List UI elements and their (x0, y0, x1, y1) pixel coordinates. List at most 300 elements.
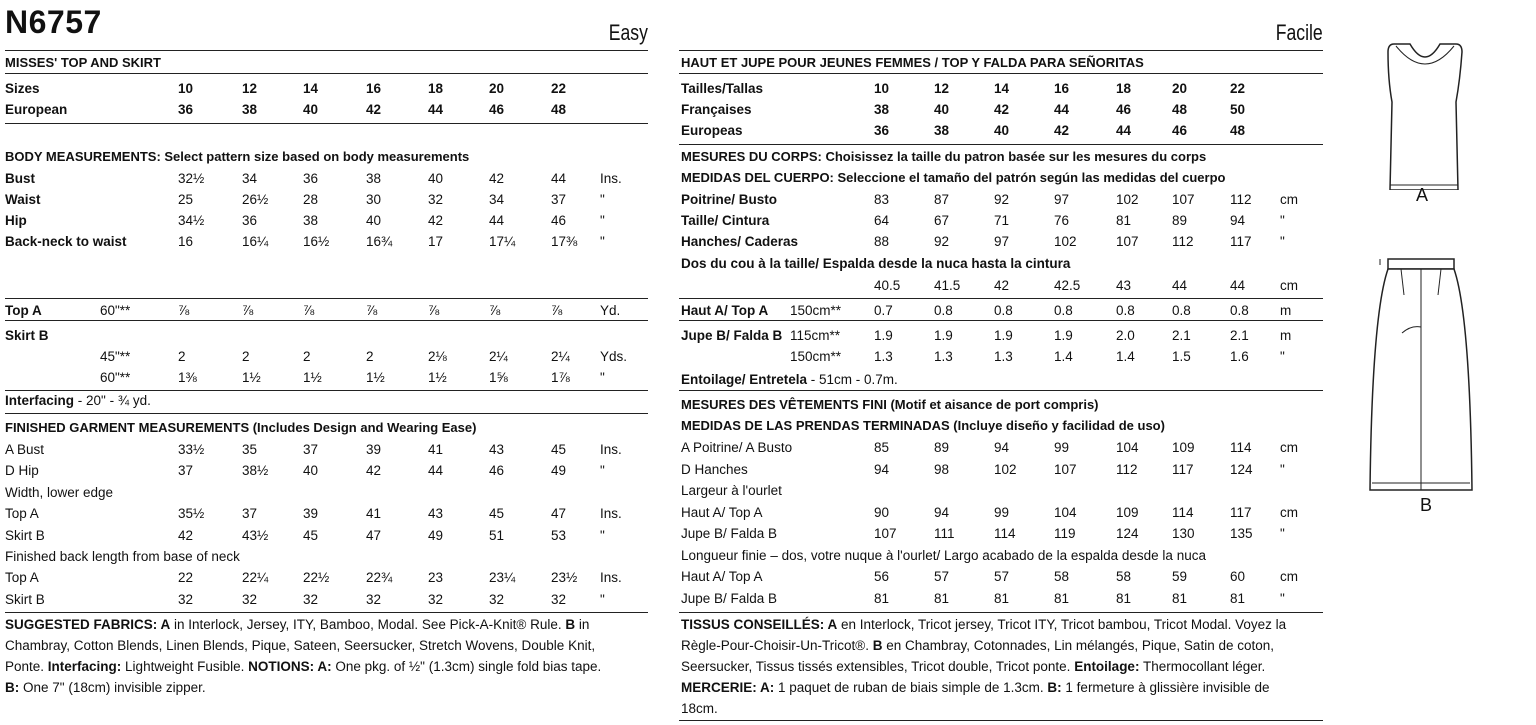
value-cell: 130 (1172, 526, 1195, 541)
value-cell: 0.7 (874, 303, 893, 318)
value-cell: 83 (874, 192, 890, 207)
fabric-width: 150cm** (790, 303, 842, 318)
value-cell: 26½ (242, 192, 269, 207)
finished-row (0, 523, 1536, 544)
value-cell: 43 (1116, 278, 1132, 293)
row-label: Top A (5, 570, 39, 586)
unit-cell: cm (1280, 192, 1298, 207)
value-cell: 47 (366, 527, 382, 543)
size-cell: 22 (1230, 81, 1246, 96)
row-label: Jupe B/ Falda B (681, 328, 783, 343)
value-cell: 37 (178, 463, 194, 479)
value-cell: 32 (428, 192, 444, 207)
value-cell: 40 (428, 171, 444, 186)
size-cell: 14 (994, 81, 1010, 96)
value-cell: 37 (303, 442, 319, 457)
value-cell: 90 (874, 504, 890, 520)
value-cell: 0.8 (1054, 303, 1073, 318)
row-label: Taille/ Cintura (681, 213, 770, 228)
dos-label-row (0, 253, 1536, 274)
value-cell: 40 (366, 213, 382, 228)
value-cell: 49 (428, 527, 444, 543)
value-cell: 39 (366, 442, 382, 457)
value-cell: 40.5 (874, 278, 901, 293)
value-cell: 88 (874, 234, 890, 249)
finished-row (0, 588, 1536, 609)
row-label: Hip (5, 213, 27, 228)
value-cell: 112 (1116, 461, 1138, 477)
value-cell: 124 (1116, 526, 1139, 541)
value-cell: 37 (242, 506, 258, 522)
value-cell: 32½ (178, 171, 205, 186)
row-label: Longueur finie – dos, votre nuque à l'ourlet/ Largo acabado de la espalda desde la nuca (681, 547, 1206, 563)
value-cell: 107 (1116, 234, 1139, 249)
unit-cell: " (600, 370, 605, 385)
row-label: Finished back length from base of neck (5, 549, 240, 564)
value-cell: 2.0 (1116, 328, 1135, 343)
value-cell: 17¼ (489, 234, 516, 249)
unit-cell: " (600, 213, 605, 228)
value-cell: 2¼ (489, 349, 508, 364)
value-cell: 28 (303, 192, 319, 207)
value-cell: 22¾ (366, 570, 393, 586)
row-label: Dos du cou à la taille/ Espalda desde la nuca hasta la cintura (681, 256, 1071, 271)
value-cell: 89 (1172, 213, 1188, 228)
size-cell: 40 (994, 123, 1010, 138)
value-cell: 87 (934, 192, 950, 207)
row-label: D Hip (5, 463, 39, 479)
value-cell: 34 (242, 171, 258, 186)
fabric-width: 45"** (100, 349, 131, 364)
value-cell: 1½ (428, 370, 447, 385)
value-cell: 1⅝ (489, 370, 508, 385)
finished-heading: FINISHED GARMENT MEASUREMENTS (Includes Design and Wearing Ease) (5, 420, 477, 435)
value-cell: 44 (551, 171, 567, 186)
value-cell: 44 (1230, 278, 1246, 293)
value-cell: 53 (551, 527, 567, 543)
value-cell: 40 (303, 463, 319, 479)
value-cell: 36 (242, 213, 258, 228)
value-cell: 23 (428, 570, 444, 586)
finished-heading-es: MEDIDAS DE LAS PRENDAS TERMINADAS (Incluye diseño y facilidad de uso) (681, 418, 1165, 433)
unit-cell: " (1280, 461, 1285, 477)
value-cell: 57 (934, 569, 950, 584)
value-cell: 112 (1172, 234, 1194, 249)
size-cell: 46 (1116, 102, 1132, 117)
value-cell: 1.9 (994, 328, 1013, 343)
value-cell: 60 (1230, 569, 1246, 584)
finished-row (0, 459, 1536, 480)
fabric-width: 60"** (100, 303, 131, 318)
value-cell: 0.8 (934, 303, 953, 318)
value-cell: 67 (934, 213, 950, 228)
value-cell: 76 (1054, 213, 1070, 228)
value-cell: 1.3 (934, 349, 953, 364)
unit-cell: " (600, 192, 605, 207)
value-cell: 1.9 (934, 328, 953, 343)
row-label: A Poitrine/ A Busto (681, 440, 793, 455)
value-cell: 1.5 (1172, 349, 1191, 364)
value-cell: 98 (934, 461, 950, 477)
value-cell: 46 (551, 213, 567, 228)
value-cell: 1.6 (1230, 349, 1249, 364)
size-cell: 12 (934, 81, 950, 96)
value-cell: 39 (303, 506, 319, 522)
size-cell: 38 (934, 123, 950, 138)
size-cell: 10 (874, 81, 890, 96)
value-cell: 42 (366, 463, 382, 479)
value-cell: 1⅜ (178, 370, 197, 385)
jupe-b-yardage-row (0, 325, 1536, 346)
unit-cell: Ins. (600, 570, 622, 586)
value-cell: 2.1 (1230, 328, 1249, 343)
value-cell: 34½ (178, 213, 205, 228)
fabric-width: 115cm** (790, 328, 841, 343)
value-cell: 117 (1230, 234, 1252, 249)
row-label: Haut A/ Top A (681, 504, 763, 520)
skirt-b-illustration (1366, 255, 1476, 495)
value-cell: 81 (1116, 590, 1132, 606)
unit-cell: Yd. (600, 303, 621, 318)
value-cell: 104 (1116, 440, 1139, 455)
value-cell: 0.8 (1116, 303, 1135, 318)
size-cell: 20 (489, 81, 505, 96)
value-cell: 2⅛ (428, 349, 447, 364)
value-cell: ⅞ (551, 303, 563, 318)
fabric-width: 150cm** (790, 349, 842, 364)
body-heading-es: MEDIDAS DEL CUERPO: Seleccione el tamaño del patrón según las medidas del cuerpo (681, 170, 1226, 185)
value-cell: 42 (428, 213, 444, 228)
value-cell: 30 (366, 192, 382, 207)
value-cell: 59 (1172, 569, 1188, 584)
size-cell: 48 (1172, 102, 1188, 117)
value-cell: 32 (428, 591, 444, 607)
unit-cell: Ins. (600, 506, 622, 522)
francaises-row (0, 99, 1536, 120)
row-label: Haut A/ Top A (681, 569, 763, 584)
value-cell: 102 (994, 461, 1017, 477)
row-label: Jupe B/ Falda B (681, 590, 778, 606)
value-cell: 1.4 (1054, 349, 1073, 364)
unit-cell: " (600, 591, 605, 607)
value-cell: 16½ (303, 234, 330, 249)
unit-cell: " (1280, 234, 1285, 249)
value-cell: 0.8 (1172, 303, 1191, 318)
size-cell: 16 (1054, 81, 1070, 96)
interfacing-line: Interfacing - 20" - ¾ yd. (5, 393, 151, 408)
value-cell: 16¾ (366, 234, 393, 249)
value-cell: 117 (1230, 504, 1252, 520)
finished-heading-fr: MESURES DES VÊTEMENTS FINI (Motif et aisance de port compris) (681, 397, 1099, 412)
unit-cell: m (1280, 328, 1292, 343)
value-cell: 109 (1172, 440, 1195, 455)
unit-cell: " (1280, 590, 1285, 606)
row-label: Bust (5, 171, 35, 186)
sizes-row (0, 78, 1536, 99)
row-label: Top A (5, 303, 42, 318)
value-cell: 1⅞ (551, 370, 570, 385)
value-cell: 114 (1172, 504, 1194, 520)
body-heading-fr: MESURES DU CORPS: Choisissez la taille du patron basée sur les mesures du corps (681, 149, 1207, 164)
unit-cell: Ins. (600, 171, 622, 186)
value-cell: 16 (178, 234, 194, 249)
section-title: MISSES' TOP AND SKIRT (5, 55, 161, 70)
value-cell: 0.8 (1230, 303, 1249, 318)
value-cell: 32 (303, 591, 319, 607)
row-label: D Hanches (681, 461, 748, 477)
value-cell: 1½ (242, 370, 261, 385)
value-cell: 81 (874, 590, 890, 606)
unit-cell: cm (1280, 504, 1298, 520)
value-cell: ⅞ (242, 303, 254, 318)
value-cell: 36 (303, 171, 319, 186)
value-cell: 81 (1054, 590, 1070, 606)
value-cell: 42 (489, 171, 505, 186)
value-cell: 38 (303, 213, 319, 228)
value-cell: 2.1 (1172, 328, 1191, 343)
value-cell: 81 (1172, 590, 1188, 606)
value-cell: 23½ (551, 570, 578, 586)
value-cell: 1.3 (994, 349, 1013, 364)
value-cell: 41 (428, 442, 444, 457)
value-cell: 32 (551, 591, 567, 607)
row-label: Width, lower edge (5, 484, 114, 500)
value-cell: 23¼ (489, 570, 516, 586)
value-cell: 2 (303, 349, 311, 364)
unit-cell: " (600, 234, 605, 249)
value-cell: 44 (1172, 278, 1188, 293)
size-cell: 40 (303, 102, 319, 117)
finished-row (0, 437, 1536, 458)
size-cell: 38 (874, 102, 890, 117)
row-label: Sizes (5, 81, 40, 96)
row-label: Haut A/ Top A (681, 303, 769, 318)
value-cell: 114 (994, 526, 1016, 541)
value-cell: 2¼ (551, 349, 570, 364)
entoilage-line: Entoilage/ Entretela - 51cm - 0.7m. (681, 372, 898, 387)
value-cell: 2 (366, 349, 374, 364)
value-cell: 56 (874, 569, 890, 584)
row-label: Europeas (681, 123, 743, 138)
jupe-b-yardage-row (0, 346, 1536, 367)
unit-cell: " (600, 527, 605, 543)
value-cell: 41.5 (934, 278, 961, 293)
finished-row (0, 502, 1536, 523)
value-cell: 104 (1054, 504, 1077, 520)
top-a-illustration (1380, 40, 1470, 190)
value-cell: 46 (489, 463, 505, 479)
value-cell: 32 (242, 591, 258, 607)
size-cell: 40 (934, 102, 950, 117)
value-cell: 17⅜ (551, 234, 578, 249)
value-cell: 81 (994, 590, 1010, 606)
value-cell: 45 (551, 442, 567, 457)
value-cell: 44 (428, 463, 444, 479)
unit-cell: " (1280, 526, 1285, 541)
value-cell: 92 (994, 192, 1010, 207)
value-cell: 22¼ (242, 570, 269, 586)
value-cell: 1.9 (1054, 328, 1073, 343)
value-cell: 112 (1230, 192, 1252, 207)
value-cell: 43½ (242, 527, 269, 543)
body-row (0, 189, 1536, 210)
value-cell: 2 (242, 349, 250, 364)
value-cell: 1.4 (1116, 349, 1135, 364)
value-cell: 97 (1054, 192, 1070, 207)
value-cell: 1.9 (874, 328, 893, 343)
value-cell: 114 (1230, 440, 1252, 455)
value-cell: 43 (489, 442, 505, 457)
size-cell: 44 (1116, 123, 1132, 138)
size-cell: 38 (242, 102, 258, 117)
row-label: Poitrine/ Busto (681, 192, 778, 207)
value-cell: 71 (994, 213, 1010, 228)
value-cell: 97 (994, 234, 1010, 249)
size-cell: 16 (366, 81, 382, 96)
value-cell: 94 (934, 504, 950, 520)
unit-cell: " (1280, 213, 1285, 228)
row-label: A Bust (5, 442, 45, 457)
value-cell: 43 (428, 506, 444, 522)
value-cell: 81 (934, 590, 950, 606)
row-label: Skirt B (5, 328, 49, 343)
value-cell: 89 (934, 440, 950, 455)
size-cell: 18 (1116, 81, 1132, 96)
section-title-fr: HAUT ET JUPE POUR JEUNES FEMMES / TOP Y FALDA PARA SEÑORITAS (681, 55, 1144, 70)
size-cell: 14 (303, 81, 319, 96)
row-label: Waist (5, 192, 41, 207)
size-cell: 50 (1230, 102, 1246, 117)
value-cell: 45 (303, 527, 319, 543)
value-cell: 58 (1054, 569, 1070, 584)
unit-cell: " (1280, 349, 1285, 364)
europeas-row (0, 120, 1536, 141)
value-cell: 1½ (366, 370, 385, 385)
unit-cell: " (600, 463, 605, 479)
suggested-fabrics: SUGGESTED FABRICS: A in Interlock, Jersey, ITY, Bamboo, Modal. See Pick-A-Knit® Rule. B in Chambray, Cotton Blends, Linen Blends, Pique, Sateen, Seersucker, Stretch Wovens, Double Knit, Ponte. Interfacing: Lightweight Fusible. NOTIONS: A: One pkg. of ½" (1.3cm) single fold bias tape. B: One 7" (18cm) invisible zipper. (5, 617, 602, 695)
value-cell: ⅞ (303, 303, 315, 318)
difficulty-label: Easy (608, 20, 648, 45)
dos-values-row (0, 275, 1536, 296)
value-cell: 37 (551, 192, 567, 207)
row-label: Jupe B/ Falda B (681, 526, 778, 541)
value-cell: 32 (178, 591, 194, 607)
body-row (0, 210, 1536, 231)
value-cell: 38½ (242, 463, 269, 479)
value-cell: 51 (489, 527, 505, 543)
value-cell: 107 (1172, 192, 1195, 207)
finished-row (0, 566, 1536, 587)
size-cell: 44 (1054, 102, 1070, 117)
tissus-conseilles: TISSUS CONSEILLÉS: A en Interlock, Tricot jersey, Tricot ITY, Tricot bambou, Tricot Modal. Voyez la Règle-Pour-Choisir-Un-Tricot®. B en Chambray, Cotonnades, Lin mélangés, Pique, Satin de coton, Seersucker, Tissus tissés extensibles, Tricot double, Tricot ponte. Entoilage: Thermocollant léger. MERCERIE: A: 1 paquet de ruban de biais simple de 1.3cm. B: 1 fermeture à glissière invisible de 18cm. (681, 617, 1287, 716)
value-cell: 57 (994, 569, 1010, 584)
row-label: European (5, 102, 68, 117)
value-cell: 41 (366, 506, 382, 522)
row-label: Skirt B (5, 527, 45, 543)
figure-a-label: A (1416, 185, 1429, 205)
value-cell: 38 (366, 171, 382, 186)
value-cell: ⅞ (178, 303, 190, 318)
unit-cell: m (1280, 303, 1292, 318)
finished-row (0, 545, 1536, 566)
size-cell: 36 (178, 102, 194, 117)
value-cell: ⅞ (366, 303, 378, 318)
row-label: Françaises (681, 102, 752, 117)
value-cell: 25 (178, 192, 194, 207)
size-cell: 42 (366, 102, 382, 117)
haut-a-yardage-row (0, 300, 1536, 321)
value-cell: 81 (1230, 590, 1246, 606)
value-cell: 49 (551, 463, 567, 479)
value-cell: ⅞ (489, 303, 501, 318)
value-cell: 47 (551, 506, 567, 522)
body-measurements-heading: BODY MEASUREMENTS: Select pattern size based on body measurements (5, 149, 470, 164)
value-cell: 22½ (303, 570, 330, 586)
value-cell: 99 (994, 504, 1010, 520)
unit-cell: Yds. (600, 349, 628, 364)
value-cell: 94 (994, 440, 1010, 455)
row-label: Back-neck to waist (5, 234, 127, 249)
size-cell: 44 (428, 102, 444, 117)
row-label: Skirt B (5, 591, 45, 607)
difficulty-label-fr: Facile (1276, 20, 1323, 45)
value-cell: 32 (366, 591, 382, 607)
value-cell: 22 (178, 570, 194, 586)
size-cell: 10 (178, 81, 194, 96)
size-cell: 42 (994, 102, 1010, 117)
size-cell: 48 (551, 102, 567, 117)
unit-cell: cm (1280, 569, 1298, 584)
value-cell: ⅞ (428, 303, 440, 318)
unit-cell: Ins. (600, 442, 622, 457)
row-label: Tailles/Tallas (681, 81, 764, 96)
value-cell: 42.5 (1054, 278, 1081, 293)
row-label: Top A (5, 506, 39, 522)
figure-b-label: B (1420, 495, 1433, 515)
value-cell: 81 (1116, 213, 1132, 228)
value-cell: 102 (1054, 234, 1077, 249)
value-cell: 35 (242, 442, 258, 457)
size-cell: 46 (1172, 123, 1188, 138)
size-cell: 12 (242, 81, 258, 96)
value-cell: 17 (428, 234, 444, 249)
value-cell: 16¼ (242, 234, 269, 249)
size-cell: 18 (428, 81, 444, 96)
row-label: Largeur à l'ourlet (681, 483, 782, 498)
value-cell: 42 (994, 278, 1010, 293)
value-cell: 94 (1230, 213, 1246, 228)
value-cell: 33½ (178, 442, 205, 457)
value-cell: 0.8 (994, 303, 1013, 318)
unit-cell: cm (1280, 278, 1298, 293)
size-cell: 20 (1172, 81, 1188, 96)
value-cell: 64 (874, 213, 890, 228)
size-cell: 42 (1054, 123, 1070, 138)
value-cell: 35½ (178, 506, 205, 522)
value-cell: 2 (178, 349, 186, 364)
unit-cell: cm (1280, 440, 1298, 455)
row-label: Hanches/ Caderas (681, 234, 799, 249)
value-cell: 102 (1116, 192, 1139, 207)
value-cell: 1.3 (874, 349, 893, 364)
value-cell: 1½ (303, 370, 322, 385)
finished-row (0, 480, 1536, 501)
value-cell: 58 (1116, 569, 1132, 584)
value-cell: 135 (1230, 526, 1253, 541)
value-cell: 111 (934, 526, 955, 541)
value-cell: 45 (489, 506, 505, 522)
value-cell: 109 (1116, 504, 1139, 520)
